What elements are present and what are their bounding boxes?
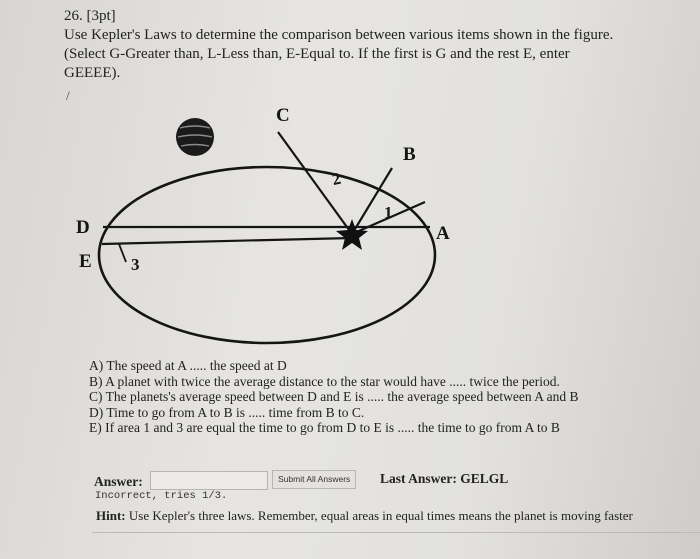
part-c: C) The planets's average speed between D and E is ..... the average speed between A and B — [89, 389, 579, 404]
hint-text: Use Kepler's three laws. Remember, equal areas in equal times means the planet is moving faster — [128, 508, 633, 523]
prompt-line-3: GEEEE). — [64, 65, 121, 81]
label-e: E — [79, 251, 92, 272]
hint — [96, 508, 633, 524]
part-a: A) The speed at A ..... the speed at D — [89, 358, 287, 373]
prompt-line-2: (Select G-Greater than, L-Less than, E-Equal to. If the first is G and the rest E, enter — [64, 46, 570, 62]
answer-label: Answer: — [94, 474, 143, 489]
label-area-1: 1 — [384, 203, 393, 222]
area-3-tick — [119, 244, 126, 262]
last-answer-value: GELGL — [460, 471, 509, 486]
label-area-3: 3 — [131, 255, 140, 274]
last-answer — [380, 471, 508, 487]
prompt-line-1: Use Kepler's Laws to determine the comparison between various items shown in the figure. — [64, 27, 614, 43]
submit-all-answers-button[interactable]: Submit All Answers — [272, 470, 356, 489]
part-b: B) A planet with twice the average distance to the star would have ..... twice the period. — [89, 373, 560, 389]
label-area-2: 2 — [330, 168, 343, 190]
chord-e-star — [102, 238, 352, 244]
part-d: D) Time to go from A to B is ..... time from B to C. — [89, 404, 365, 420]
label-c: C — [276, 105, 290, 126]
orbit-ellipse — [99, 167, 435, 343]
label-a: A — [436, 223, 450, 244]
star-icon — [336, 219, 368, 250]
last-answer-label: Last Answer: — [380, 471, 457, 486]
attempt-status: Incorrect, tries 1/3. — [95, 490, 228, 502]
part-e: E) If area 1 and 3 are equal the time to go from D to E is ..... the time to go from A to B — [89, 420, 560, 435]
label-d: D — [76, 217, 90, 238]
hint-label: Hint: — [96, 508, 126, 523]
question-number: 26. [3pt] — [64, 8, 116, 24]
planet-icon — [176, 118, 214, 156]
pen-mark: / — [66, 88, 70, 103]
question-parts — [89, 358, 579, 436]
divider — [92, 532, 700, 533]
answer-input[interactable] — [150, 471, 268, 490]
label-b: B — [403, 144, 416, 165]
